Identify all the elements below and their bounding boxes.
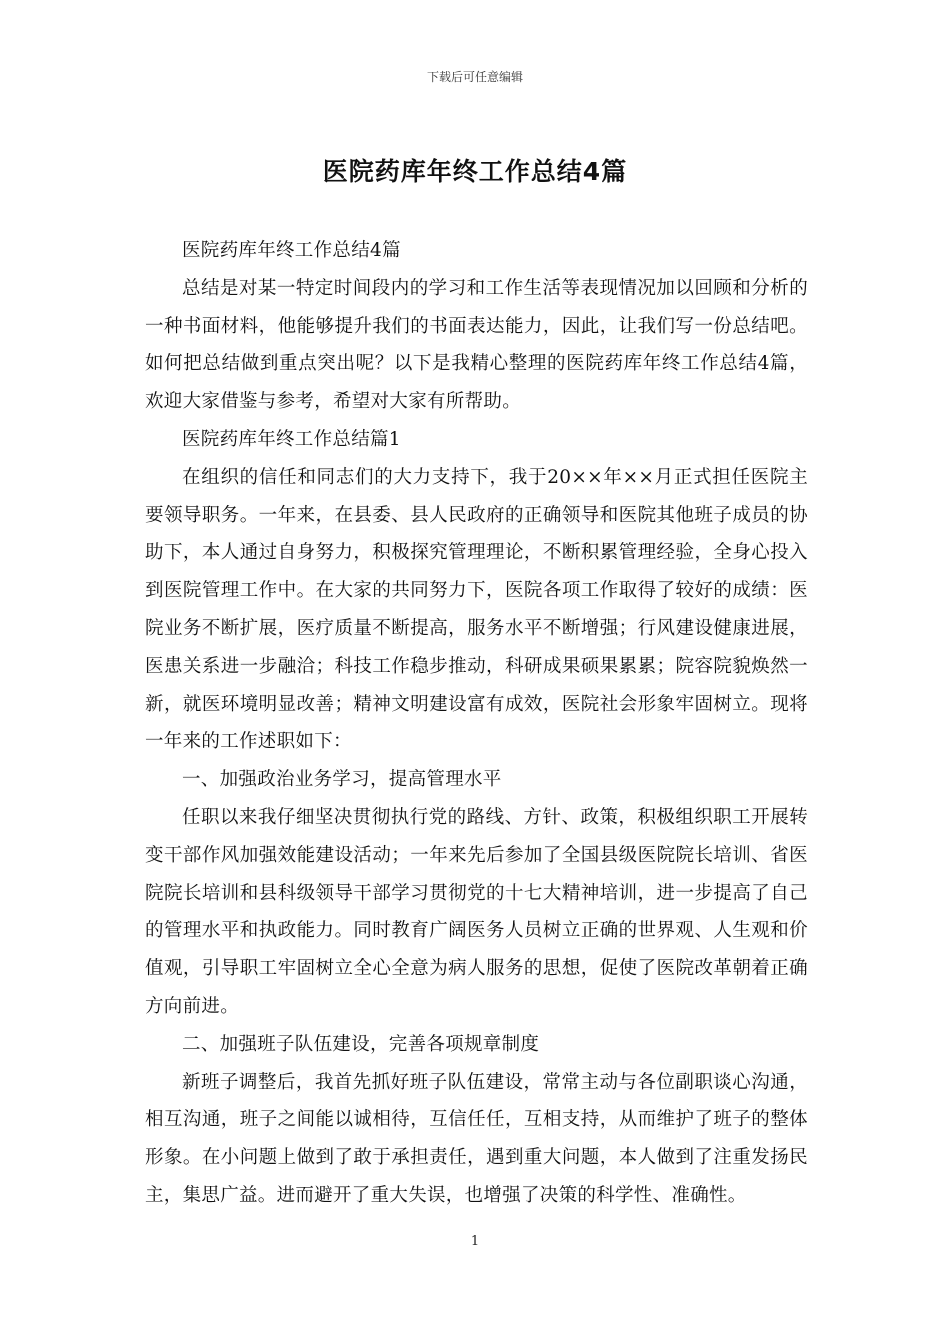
body-paragraph: 任职以来我仔细坚决贯彻执行党的路线、方针、政策，积极组织职工开展转变干部作风加强效能建设活动；一年来先后参加了全国县级医院院长培训、省医院院长培训和县科级领导干部学习贯彻党的十七大精神培训，进一步提高了自己的管理水平和执政能力。同时教育广阔医务人员树立正确的世界观、人生观和价值观，引导职工牢固树立全心全意为病人服务的思想，促使了医院改革朝着正确方向前进。 xyxy=(145,806,808,1017)
section-heading: 二、加强班子队伍建设，完善各项规章制度 xyxy=(182,1033,540,1055)
header-note: 下载后可任意编辑 xyxy=(426,70,523,84)
document-body xyxy=(145,232,808,1215)
body-paragraph: 在组织的信任和同志们的大力支持下，我于20××年××月正式担任医院主要领导职务。一年来，在县委、县人民政府的正确领导和医院其他班子成员的协助下，本人通过自身努力，积极探究管理理论，不断积累管理经验，全身心投入到医院管理工作中。在大家的共同努力下，医院各项工作取得了较好的成绩：医院业务不断扩展，医疗质量不断提高，服务水平不断增强；行风建设健康进展，医患关系进一步融洽；科技工作稳步推动，科研成果硕果累累；院容院貌焕然一新，就医环境明显改善；精神文明建设富有成效，医院社会形象牢固树立。现将一年来的工作述职如下： xyxy=(145,466,808,753)
body-paragraph: 新班子调整后，我首先抓好班子队伍建设，常常主动与各位副职谈心沟通，相互沟通，班子之间能以诚相待，互信任任，互相支持，从而维护了班子的整体形象。在小问题上做到了敢于承担责任，遇到重大问题，本人做到了注重发扬民主，集思广益。进而避开了重大失误，也增强了决策的科学性、准确性。 xyxy=(145,1071,808,1206)
subtitle-paragraph: 医院药库年终工作总结4篇 xyxy=(182,240,401,261)
section-heading: 医院药库年终工作总结篇1 xyxy=(182,428,401,450)
section-heading: 一、加强政治业务学习，提高管理水平 xyxy=(182,769,502,791)
intro-paragraph: 总结是对某一特定时间段内的学习和工作生活等表现情况加以回顾和分析的一种书面材料，他能够提升我们的书面表达能力，因此，让我们写一份总结吧。如何把总结做到重点突出呢？以下是我精心整理的医院药库年终工作总结4篇，欢迎大家借鉴与参考，希望对大家有所帮助。 xyxy=(145,277,808,413)
page-number: 1 xyxy=(470,1234,480,1249)
document-title: 医院药库年终工作总结4篇 xyxy=(322,157,628,186)
